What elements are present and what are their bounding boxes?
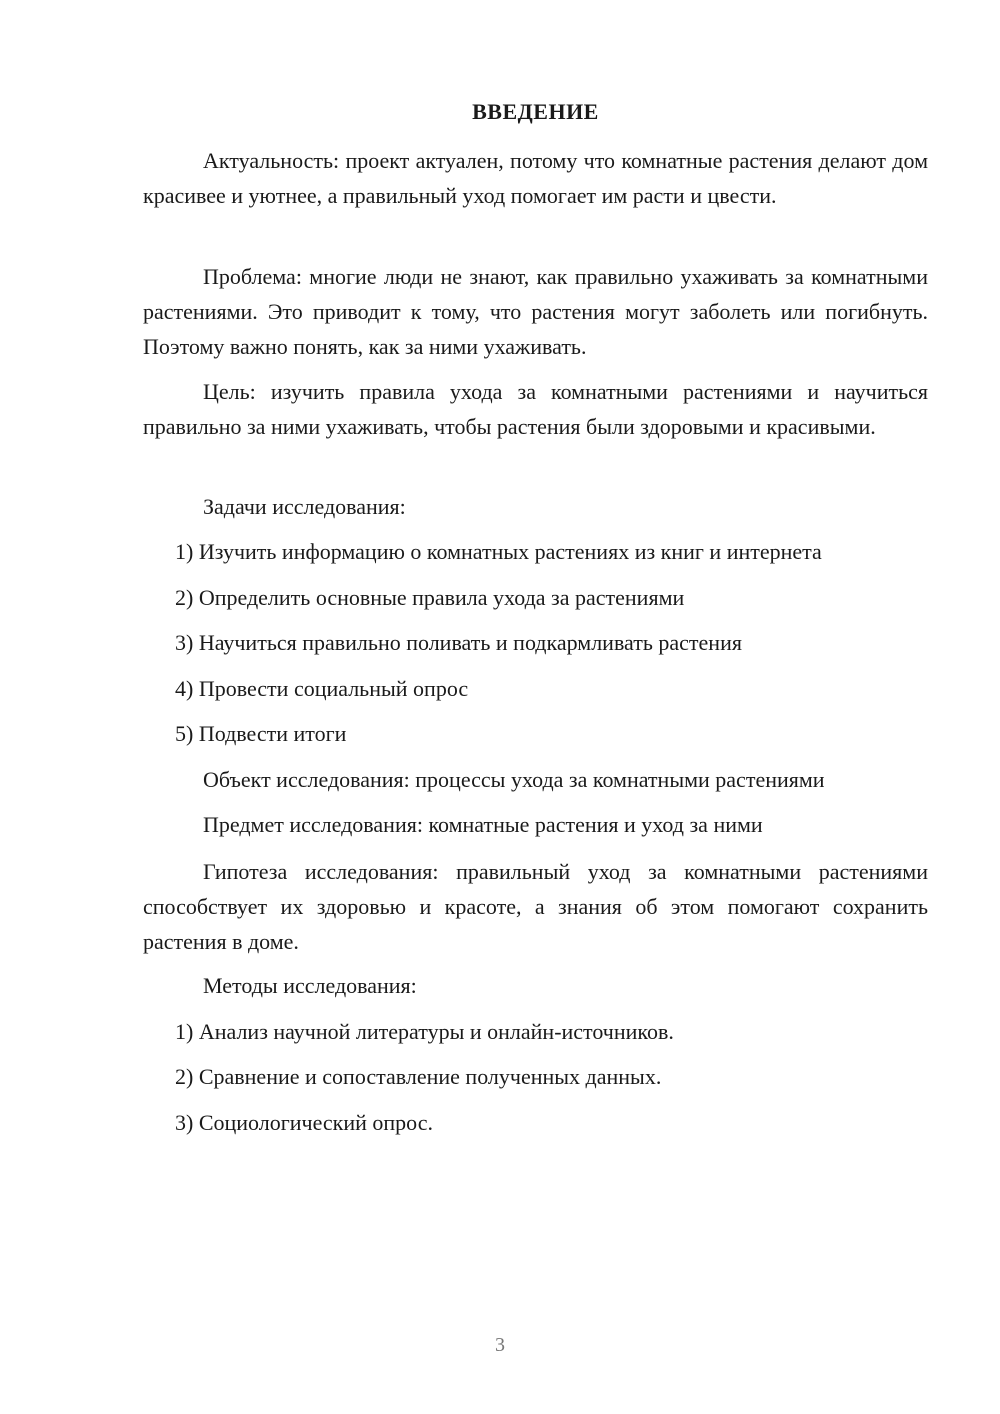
- relevance-paragraph: Актуальность: проект актуален, потому что комнатные растения делают дом красивее и уютнее, а правильный уход помогает им расти и цвести.: [143, 148, 928, 208]
- task-item: 4) Провести социальный опрос: [175, 676, 469, 701]
- method-item: 1) Анализ научной литературы и онлайн-источников.: [175, 1019, 674, 1044]
- goal-paragraph: Цель: изучить правила ухода за комнатными растениями и научиться правильно за ними ухаживать, чтобы растения были здоровыми и красивыми.: [143, 379, 928, 439]
- task-item: 3) Научиться правильно поливать и подкармливать растения: [175, 630, 742, 655]
- object-line: Объект исследования: процессы ухода за комнатными растениями: [203, 767, 825, 792]
- task-item: 1) Изучить информацию о комнатных растениях из книг и интернета: [175, 539, 822, 564]
- methods-heading: Методы исследования:: [203, 973, 417, 998]
- page-title: ВВЕДЕНИЕ: [472, 99, 599, 124]
- method-item: 3) Социологический опрос.: [175, 1110, 433, 1135]
- subject-line: Предмет исследования: комнатные растения и уход за ними: [203, 812, 763, 837]
- tasks-heading: Задачи исследования:: [203, 494, 406, 519]
- problem-paragraph: Проблема: многие люди не знают, как правильно ухаживать за комнатными растениями. Это приводит к тому, что растения могут заболеть или погибнуть. Поэтому важно понять, как за ними ухаживать.: [143, 264, 928, 359]
- hypothesis-paragraph: Гипотеза исследования: правильный уход за комнатными растениями способствует их здоровью и красоте, а знания об этом помогают сохранить растения в доме.: [143, 859, 928, 954]
- task-item: 2) Определить основные правила ухода за растениями: [175, 585, 685, 610]
- method-item: 2) Сравнение и сопоставление полученных данных.: [175, 1064, 662, 1089]
- task-item: 5) Подвести итоги: [175, 721, 347, 746]
- page-number: 3: [495, 1334, 505, 1356]
